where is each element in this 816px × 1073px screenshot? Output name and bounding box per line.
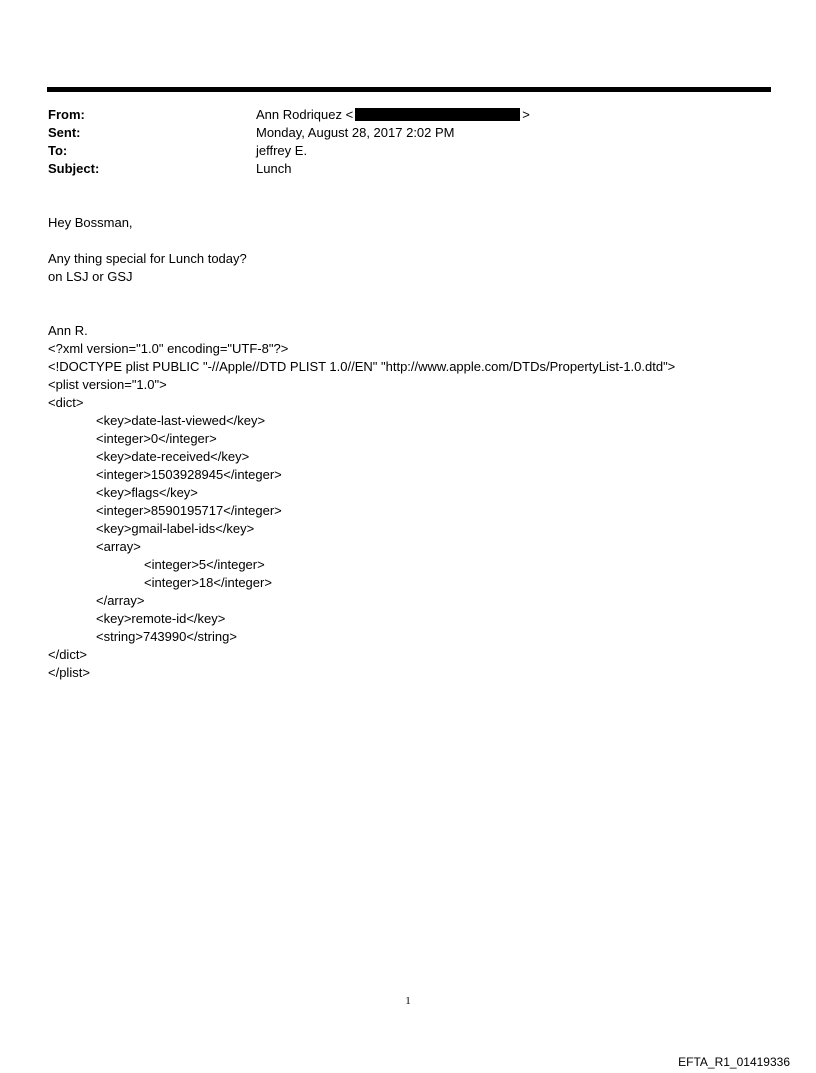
- plist-line: <integer>1503928945</integer>: [96, 467, 282, 482]
- plist-line: <array>: [96, 539, 141, 554]
- subject-label: Subject:: [48, 161, 100, 176]
- plist-line: <key>remote-id</key>: [96, 611, 226, 626]
- plist-line: <key>flags</key>: [96, 485, 198, 500]
- plist-line: </dict>: [48, 647, 88, 662]
- bates-number: EFTA_R1_01419336: [678, 1055, 790, 1069]
- plist-line: <?xml version="1.0" encoding="UTF-8"?>: [48, 341, 289, 356]
- plist-line: <integer>18</integer>: [144, 575, 272, 590]
- plist-line: <string>743990</string>: [96, 629, 237, 644]
- plist-line: <key>date-received</key>: [96, 449, 250, 464]
- from-close: >: [522, 107, 530, 122]
- plist-block: [48, 340, 675, 682]
- to-label: To:: [48, 143, 68, 158]
- plist-line: </plist>: [48, 665, 90, 680]
- signature: Ann R.: [48, 323, 88, 338]
- to-value: jeffrey E.: [256, 143, 308, 158]
- subject-value: Lunch: [256, 161, 292, 176]
- plist-line: <key>gmail-label-ids</key>: [96, 521, 255, 536]
- from-name: Ann Rodriquez <: [256, 107, 354, 122]
- plist-line: </array>: [96, 593, 145, 608]
- plist-line: <integer>0</integer>: [96, 431, 217, 446]
- from-value: [256, 106, 530, 124]
- top-rule: [47, 87, 771, 92]
- plist-line: <plist version="1.0">: [48, 377, 167, 392]
- plist-line: <dict>: [48, 395, 84, 410]
- email-body: [48, 214, 675, 682]
- redaction-bar: [355, 108, 520, 121]
- body-line: on LSJ or GSJ: [48, 269, 133, 284]
- page-number: 1: [405, 995, 411, 1007]
- plist-line: <key>date-last-viewed</key>: [96, 413, 266, 428]
- body-line: Any thing special for Lunch today?: [48, 251, 247, 266]
- sent-value: Monday, August 28, 2017 2:02 PM: [256, 125, 455, 140]
- sent-label: Sent:: [48, 125, 81, 140]
- plist-line: <!DOCTYPE plist PUBLIC "-//Apple//DTD PLIST 1.0//EN" "http://www.apple.com/DTDs/PropertyList-1.0.dtd">: [48, 359, 676, 374]
- plist-line: <integer>8590195717</integer>: [96, 503, 282, 518]
- from-label: From:: [48, 107, 85, 122]
- greeting: Hey Bossman,: [48, 215, 133, 230]
- plist-line: <integer>5</integer>: [144, 557, 265, 572]
